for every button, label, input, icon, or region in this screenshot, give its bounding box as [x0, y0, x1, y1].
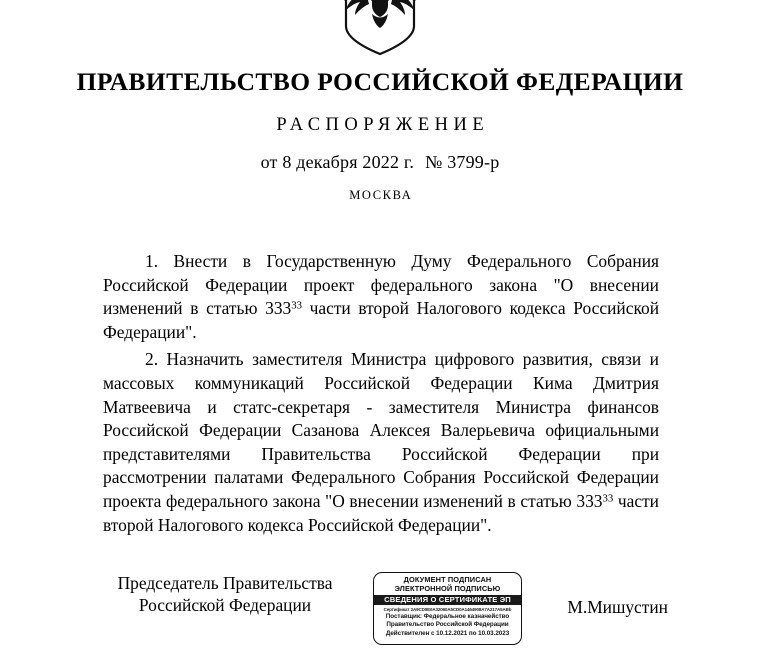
stamp-title-line-1: ДОКУМЕНТ ПОДПИСАН: [403, 575, 492, 584]
stamp-title-line-2: ЭЛЕКТРОННОЙ ПОДПИСЬЮ: [394, 584, 501, 594]
signer-name: М.Мишустин: [567, 597, 668, 617]
stamp-certificate-number: Сертификат 2A9CD0E0A32060A5CD0A1464908A7A217A5ABb: [383, 606, 512, 612]
stamp-certificate-band: СВЕДЕНИЯ О СЕРТИФИКАТЕ ЭП: [374, 595, 521, 606]
paragraph-2: [103, 348, 659, 537]
signer-role-line-1: Председатель Правительства: [117, 573, 333, 593]
coat-of-arms-emblem: [0, 0, 760, 71]
signer-role-line-2: Российской Федерации: [138, 595, 312, 615]
document-header: [0, 68, 760, 203]
paragraph-2-text-b: части второй Налогового кодекса Российской Федерации".: [103, 490, 659, 535]
document-body: [103, 250, 659, 541]
document-city: МОСКВА: [349, 188, 413, 203]
stamp-provider: Поставщик: Федеральное казначейство: [385, 612, 510, 620]
page-title: ПРАВИТЕЛЬСТВО РОССИЙСКОЙ ФЕДЕРАЦИИ: [76, 67, 684, 96]
signature-block: [0, 568, 760, 664]
stamp-validity: Действителен с 10.12.2021 по 10.03.2023: [385, 630, 510, 637]
signer-role: [100, 572, 350, 616]
paragraph-1-superscript: 33: [291, 299, 302, 312]
stamp-owner: Правительство Российской Федерации: [386, 621, 509, 629]
paragraph-1-text-a: 1. Внести в Государственную Думу Федерального Собрания Российской Федерации проект федерального закона "О внесении изменений в статью 333: [103, 251, 659, 319]
russian-coat-of-arms-icon: [332, 0, 428, 66]
document-date: от 8 декабря 2022 г.: [260, 152, 415, 173]
electronic-signature-stamp: [373, 572, 522, 645]
paragraph-1: [103, 250, 659, 344]
document-number: № 3799-р: [425, 152, 500, 173]
paragraph-2-text-a: 2. Назначить заместителя Министра цифрового развития, связи и массовых коммуникаций Российской Федерации Кима Дмитрия Матвеевича и статс-секретаря - заместителя Министра финансов Российской Федерации Сазанова Алексея Валерьевича официальными представителями Правительства Российской Федерации при рассмотрении палатами Федерального Собрания Российской Федерации проекта федерального закона "О внесении изменений в статью 333: [103, 349, 659, 511]
paragraph-2-superscript: 33: [602, 492, 614, 505]
paragraph-1-text-b: части второй Налогового кодекса Российской Федерации".: [103, 298, 660, 342]
document-date-number: [0, 152, 760, 173]
document-type: РАСПОРЯЖЕНИЕ: [276, 115, 490, 136]
